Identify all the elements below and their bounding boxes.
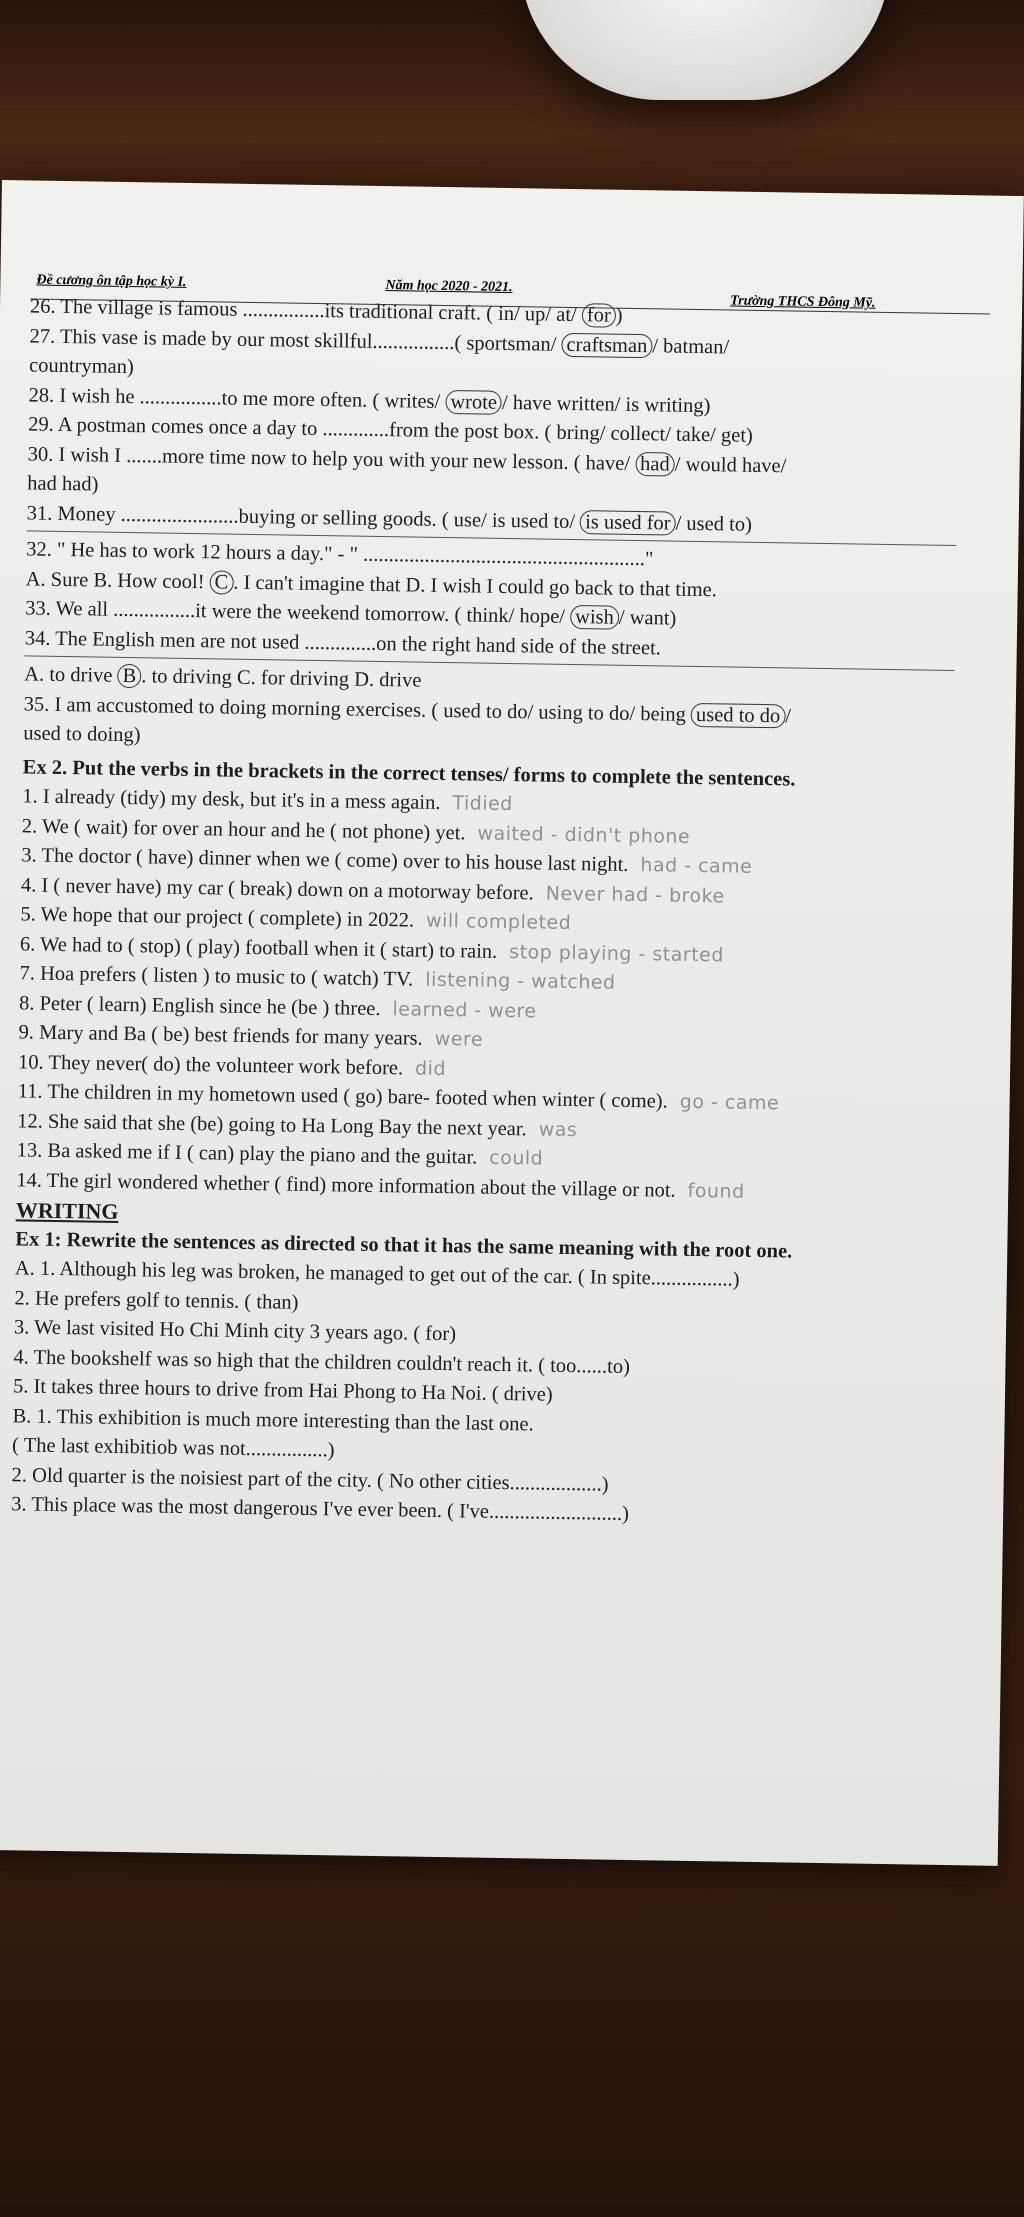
circled-answer: used to do [691, 702, 786, 727]
ex2-item-text: 9. Mary and Ba ( be) best friends for many years. [18, 1021, 423, 1050]
writing-item: B. 1. This exhibition is much more interesting than the last one. [12, 1404, 534, 1436]
handwritten-answer: learned - were [392, 997, 537, 1022]
circled-answer: is used for [580, 510, 676, 535]
handwritten-answer: Tidied [452, 792, 513, 816]
handwritten-answer: waited - didn't phone [477, 822, 691, 848]
question-line: 27. This vase is made by our most skillful................( sportsman/ craftsman / batman/ [29, 324, 730, 358]
ex2-item-text: 3. The doctor ( have) dinner when we ( come) over to his house last night. [21, 844, 629, 876]
question-line: 28. I wish he ................to me more often. ( writes/ wrote / have written/ is writing) [28, 383, 711, 417]
question-line: 31. Money .......................buying or selling goods. ( use/ is used to/ is used for / used to) [26, 501, 753, 536]
writing-ex1-title: Ex 1: Rewrite the sentences as directed so that it has the same meaning with the root one. [15, 1227, 793, 1263]
writing-item: 4. The bookshelf was so high that the children couldn't reach it. ( too......to) [13, 1345, 631, 1378]
circled-answer: craftsman [561, 332, 652, 357]
question-line: used to doing) [23, 722, 141, 747]
circled-answer: had [635, 451, 675, 476]
ex2-item-text: 1. I already (tidy) my desk, but it's in a mess again. [22, 785, 441, 814]
handwritten-answer: was [538, 1118, 578, 1141]
ex2-item-text: 6. We had to ( stop) ( play) football when it ( start) to rain. [19, 932, 498, 963]
ex2-list [16, 782, 992, 1210]
ex2-item-text: 10. They never( do) the volunteer work before. [17, 1050, 404, 1079]
writing-item: 2. Old quarter is the noisiest part of the city. ( No other cities..................) [11, 1463, 609, 1496]
ex2-item-text: 13. Ba asked me if I ( can) play the piano and the guitar. [16, 1139, 478, 1169]
circled-answer: for [582, 303, 616, 328]
handwritten-answer: did [414, 1057, 447, 1080]
worksheet-content [11, 292, 1000, 1535]
handwritten-answer: Never had - broke [545, 882, 725, 907]
handwritten-answer: were [434, 1027, 484, 1051]
question-line: countryman) [28, 354, 135, 379]
writing-heading: WRITING [15, 1197, 119, 1224]
ex2-item-text: 4. I ( never have) my car ( break) down on a motorway before. [20, 873, 534, 904]
header-center: Năm học 2020 - 2021. [385, 278, 513, 296]
writing-item: 5. It takes three hours to drive from Hai Phong to Ha Noi. ( drive) [12, 1375, 553, 1406]
question-line: 30. I wish I .......more time now to help you with your new lesson. ( have/ had / would have/ [27, 442, 787, 477]
circled-answer: wrote [445, 389, 502, 414]
handwritten-answer: listening - watched [425, 968, 616, 994]
question-line: 32. " He has to work 12 hours a day." - " ......................................................." [26, 538, 654, 571]
question-line: 26. The village is famous ................its traditional craft. ( in/ up/ at/ for ) [29, 295, 623, 327]
handwritten-answer: could [489, 1146, 544, 1170]
writing-list [11, 1254, 985, 1535]
question-line: 34. The English men are not used ..............on the right hand side of the street. [24, 626, 662, 659]
ex2-item-text: 5. We hope that our project ( complete) in 2022. [20, 903, 415, 932]
handwritten-answer: go - came [679, 1090, 780, 1115]
worksheet-page [0, 180, 1024, 1866]
handwritten-answer: had - came [640, 854, 753, 878]
handwritten-answer: stop playing - started [509, 940, 725, 966]
handwritten-answer: found [687, 1179, 745, 1203]
handwritten-answer: will completed [425, 909, 572, 935]
header-right: Trường THCS Đông Mỹ. [730, 293, 876, 311]
ex2-item-text: 2. We ( wait) for over an hour and he ( not phone) yet. [21, 814, 466, 844]
circled-answer: B [117, 664, 141, 688]
writing-item: ( The last exhibitiob was not................) [11, 1434, 335, 1462]
question-line: 33. We all ................it were the weekend tomorrow. ( think/ hope/ wish / want) [25, 597, 677, 630]
ex2-item-text: 11. The children in my hometown used ( go) bare- footed when winter ( come). [17, 1080, 668, 1113]
question-line: had had) [27, 472, 99, 496]
ex2-item-text: 14. The girl wondered whether ( find) more information about the village or not. [16, 1168, 676, 1202]
writing-item: 3. We last visited Ho Chi Minh city 3 years ago. ( for) [13, 1316, 457, 1346]
circled-answer: C [209, 570, 233, 594]
ex2-item-text: 7. Hoa prefers ( listen ) to music to ( watch) TV. [19, 962, 414, 991]
question-line: 29. A postman comes once a day to .............from the post box. ( bring/ collect/ take/ get) [27, 413, 753, 447]
question-line: A. Sure B. How cool! C . I can't imagine that D. I wish I could go back to that time. [25, 567, 718, 601]
ex2-title: Ex 2. Put the verbs in the brackets in the correct tenses/ forms to complete the sentences. [22, 755, 796, 791]
question-line: 35. I am accustomed to doing morning exercises. ( used to do/ using to do/ being used to do / [23, 692, 792, 727]
writing-item: 2. He prefers golf to tennis. ( than) [14, 1286, 299, 1314]
coffee-mug [520, 0, 890, 100]
ex2-item-text: 12. She said that she (be) going to Ha Long Bay the next year. [17, 1109, 527, 1140]
circled-answer: wish [570, 605, 619, 630]
header-left: Đề cương ôn tập học kỳ I. [36, 272, 187, 290]
writing-item: A. 1. Although his leg was broken, he managed to get out of the car. ( In spite................) [14, 1257, 740, 1291]
ex2-item-text: 8. Peter ( learn) English since he (be ) three. [18, 991, 381, 1020]
writing-item: 3. This place was the most dangerous I've ever been. ( I've..........................) [11, 1493, 630, 1526]
multiple-choice-section [23, 292, 1000, 764]
question-line: A. to drive B . to driving C. for driving D. drive [24, 663, 422, 692]
